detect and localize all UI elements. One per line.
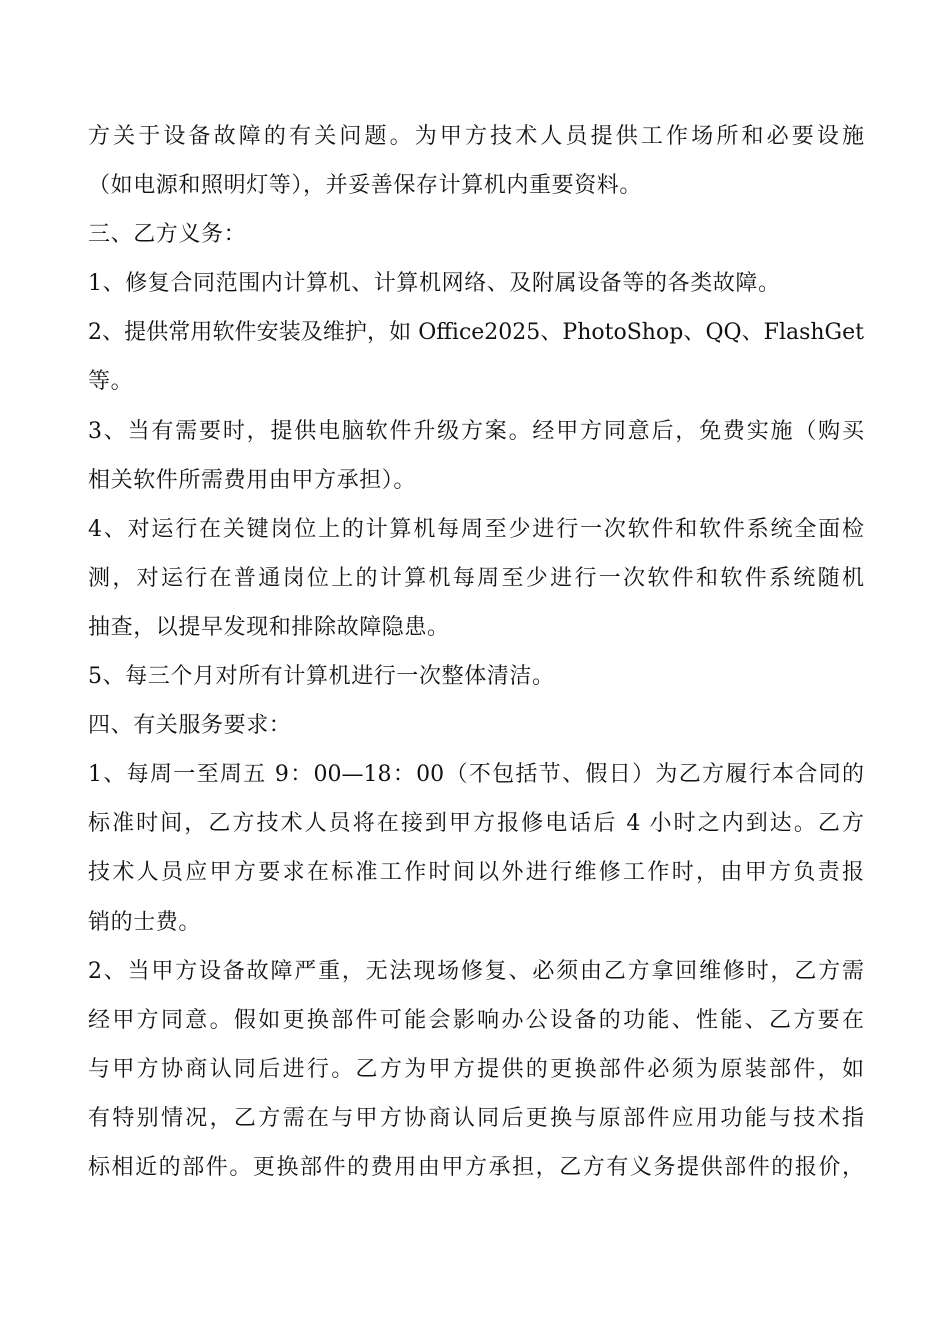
- text-line: 销的士费。: [88, 909, 202, 935]
- text-line: 技术人员应甲方要求在标准工作时间以外进行维修工作时，由甲方负责报: [88, 860, 864, 886]
- text-line: 2、当甲方设备故障严重，无法现场修复、必须由乙方拿回维修时，乙方需: [88, 958, 864, 984]
- text-line: 有特别情况，乙方需在与甲方协商认同后更换与原部件应用功能与技术指: [88, 1105, 864, 1131]
- text-line: 相关软件所需费用由甲方承担）。: [88, 467, 417, 493]
- text-line: 4、对运行在关键岗位上的计算机每周至少进行一次软件和软件系统全面检: [88, 516, 864, 542]
- text-line: 抽查，以提早发现和排除故障隐患。: [88, 614, 450, 640]
- text-line: 方关于设备故障的有关问题。为甲方技术人员提供工作场所和必要设施: [88, 124, 864, 149]
- text-line: 标相近的部件。更换部件的费用由甲方承担，乙方有义务提供部件的报价，: [88, 1154, 864, 1180]
- text-line: 1、修复合同范围内计算机、计算机网络、及附属设备等的各类故障。: [88, 271, 781, 297]
- document-body: [88, 112, 864, 1192]
- text-line: 3、当有需要时，提供电脑软件升级方案。经甲方同意后，免费实施（购买: [88, 418, 864, 444]
- section-heading: 四、有关服务要求：: [88, 713, 292, 739]
- text-line: 1、每周一至周五 9：00—18：00（不包括节、假日）为乙方履行本合同的: [88, 762, 864, 788]
- text-line: 测，对运行在普通岗位上的计算机每周至少进行一次软件和软件系统随机: [88, 565, 864, 591]
- text-line: 2、提供常用软件安装及维护，如 Office2025、PhotoShop、QQ、FlashGet: [88, 320, 864, 346]
- section-heading: 三、乙方义务：: [88, 222, 247, 248]
- text-line: 标准时间，乙方技术人员将在接到甲方报修电话后 4 小时之内到达。乙方: [88, 811, 864, 837]
- text-line: 等。: [88, 369, 134, 395]
- text-line: （如电源和照明灯等），并妥善保存计算机内重要资料。: [88, 173, 643, 199]
- text-line: 与甲方协商认同后进行。乙方为甲方提供的更换部件必须为原装部件，如: [88, 1056, 864, 1082]
- text-line: 经甲方同意。假如更换部件可能会影响办公设备的功能、性能、乙方要在: [88, 1007, 864, 1033]
- text-line: 5、每三个月对所有计算机进行一次整体清洁。: [88, 664, 555, 690]
